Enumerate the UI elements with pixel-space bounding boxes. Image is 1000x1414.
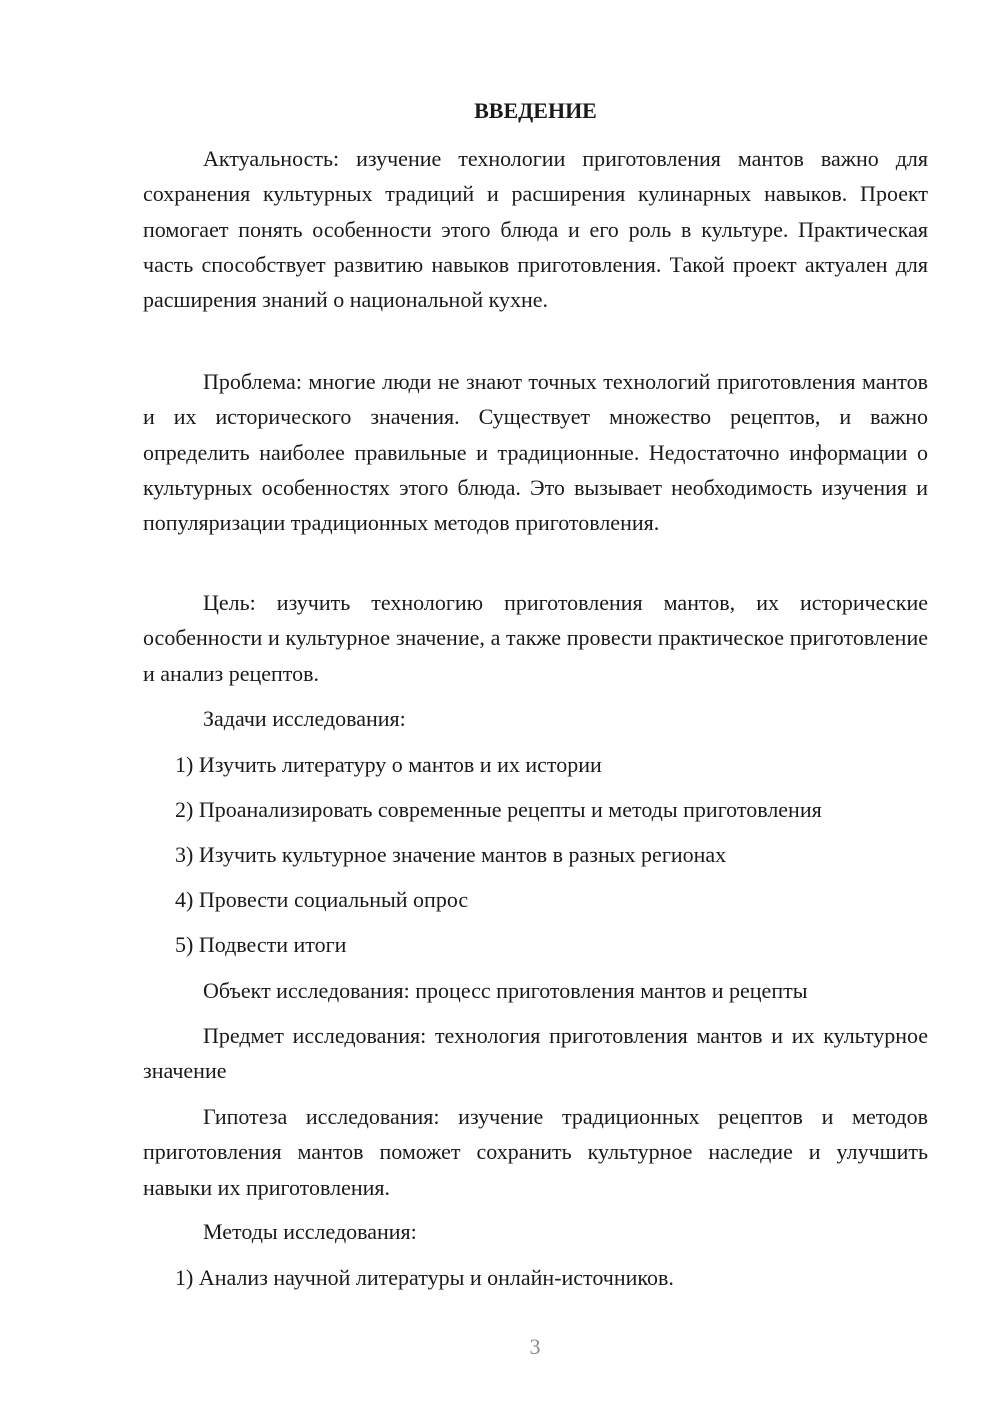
relevance-paragraph: Актуальность: изучение технологии приготовления мантов важно для сохранения культурных традиций и расширения кулинарных навыков. Проект помогает понять особенности этого блюда и его роль в культуре. Практическая часть способствует развитию навыков приготовления. Такой проект актуален для расширения знаний о национальной кухне.	[143, 146, 928, 313]
problem-paragraph: Проблема: многие люди не знают точных технологий приготовления мантов и их исторического значения. Существует множество рецептов, и важно определить наиболее правильные и традиционные. Недостаточно информации о культурных особенностях этого блюда. Это вызывает необходимость изучения и популяризации традиционных методов приготовления.	[143, 369, 928, 536]
research-subject: Предмет исследования: технология приготовления мантов и их культурное значение	[143, 1023, 928, 1084]
tasks-heading: Задачи исследования:	[203, 706, 406, 731]
research-object: Объект исследования: процесс приготовления мантов и рецепты	[203, 978, 808, 1003]
section-title: ВВЕДЕНИЕ	[474, 98, 597, 123]
task-item-5: 5) Подвести итоги	[175, 932, 347, 957]
research-hypothesis: Гипотеза исследования: изучение традиционных рецептов и методов приготовления мантов поможет сохранить культурное наследие и улучшить навыки их приготовления.	[143, 1104, 928, 1200]
task-item-2: 2) Проанализировать современные рецепты и методы приготовления	[175, 797, 822, 822]
task-item-3: 3) Изучить культурное значение мантов в разных регионах	[175, 842, 727, 867]
goal-paragraph: Цель: изучить технологию приготовления мантов, их исторические особенности и культурное значение, а также провести практическое приготовление и анализ рецептов.	[143, 590, 928, 686]
page-number: 3	[529, 1334, 541, 1359]
task-item-1: 1) Изучить литературу о мантов и их истории	[175, 752, 602, 777]
method-item-1: 1) Анализ научной литературы и онлайн-источников.	[175, 1265, 674, 1290]
methods-heading: Методы исследования:	[203, 1219, 417, 1244]
task-item-4: 4) Провести социальный опрос	[175, 887, 469, 912]
